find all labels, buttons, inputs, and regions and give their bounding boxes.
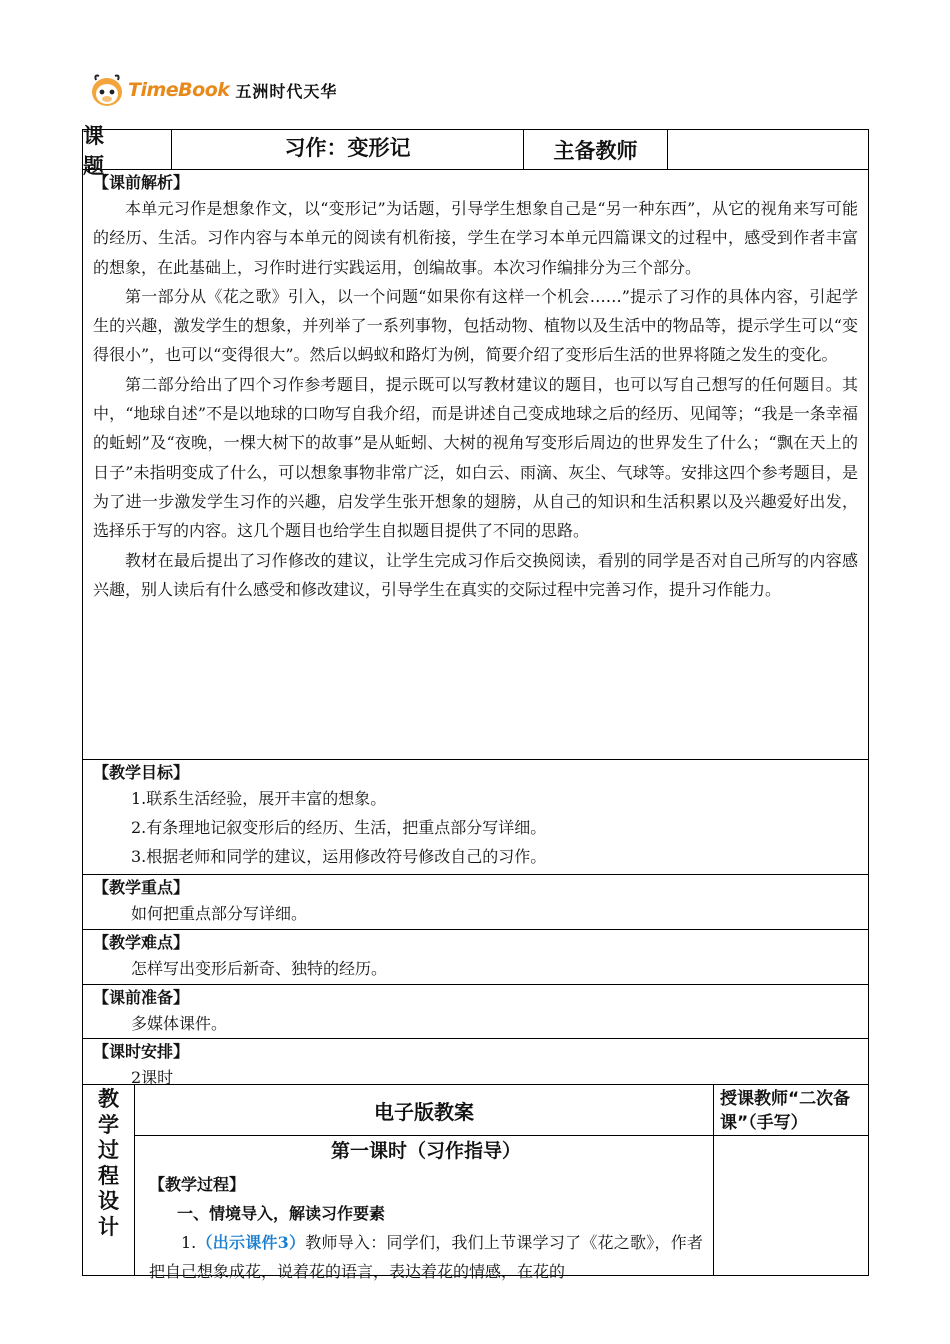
teacher-value	[668, 130, 868, 169]
courseware-tag: （出示课件3）	[196, 1233, 306, 1252]
teacher-label: 主备教师	[524, 130, 668, 169]
electronic-plan-column	[135, 1085, 714, 1281]
process-row	[83, 1085, 868, 1281]
side-char: 教	[98, 1087, 119, 1111]
goal-item: 2.有条理地记叙变形后的经历、生活，把重点部分写详细。	[131, 818, 547, 837]
step-number: 1.	[181, 1233, 197, 1252]
handwritten-notes-column	[714, 1085, 868, 1275]
step-paragraph	[149, 1228, 703, 1286]
logo	[88, 70, 358, 110]
side-char: 学	[98, 1112, 119, 1137]
step-text: 教师导入：同学们，我们上节课学习了《花之歌》，作者把自己想象成花，说着花的语言，表达着花的情感，在花的	[149, 1233, 703, 1281]
logo-cow-icon	[88, 71, 126, 109]
schedule-text: 2课时	[131, 1068, 174, 1087]
analysis-paragraph: 教材在最后提出了习作修改的建议，让学生完成习作后交换阅读，看别的同学是否对自己所写的内容感兴趣，别人读后有什么感受和修改建议，引导学生在真实的交际过程中完善习作，提升习作能力。	[93, 550, 858, 599]
step-title: 一、情境导入，解读习作要素	[177, 1204, 386, 1223]
goal-item: 3.根据老师和同学的建议，运用修改符号修改自己的习作。	[131, 847, 547, 866]
header-row	[83, 123, 868, 178]
logo-brand-cn: 五洲时代天华	[235, 81, 338, 101]
difficulties-section	[83, 930, 868, 985]
process-side-label	[83, 1085, 135, 1275]
electronic-plan-header: 电子版教案	[135, 1085, 713, 1136]
electronic-plan-body	[135, 1136, 713, 1286]
lesson-plan-table	[82, 123, 869, 1281]
preparation-text: 多媒体课件。	[131, 1014, 228, 1033]
key-points-title: 【教学重点】	[93, 878, 190, 897]
goals-section	[83, 760, 868, 875]
goals-title: 【教学目标】	[93, 763, 190, 782]
difficulties-title: 【教学难点】	[93, 933, 190, 952]
topic-label: 课 题	[83, 130, 172, 169]
analysis-title: 【课前解析】	[93, 173, 190, 192]
preparation-title: 【课前准备】	[93, 988, 190, 1007]
preparation-section	[83, 985, 868, 1039]
lesson-title: 第一课时（习作指导）	[330, 1140, 521, 1162]
logo-brand: TimeBook	[128, 79, 230, 101]
analysis-paragraph: 第一部分从《花之歌》引入，以一个问题“如果你有这样一个机会……”提示了习作的具体内容，引起学生的兴趣，激发学生的想象，并列举了一系列事物，包括动物、植物以及生活中的物品等，提示学生可以“变得很小”，也可以“变得很大”。然后以蚂蚁和路灯为例，简要介绍了变形后生活的世界将随之发生的变化。	[93, 286, 858, 365]
side-char: 设	[98, 1189, 119, 1214]
schedule-section	[83, 1039, 868, 1085]
topic-value: 习作：变形记	[172, 130, 524, 169]
analysis-paragraph: 第二部分给出了四个习作参考题目，提示既可以写教材建议的题目，也可以写自己想写的任何题目。其中，“地球自述”不是以地球的口吻写自我介绍，而是讲述自己变成地球之后的经历、见闻等；“我是一条幸福的蚯蚓”及“夜晚，一棵大树下的故事”是从蚯蚓、大树的视角写变形后周边的世界发生了什么；“飘在天上的日子”未指明变成了什么，可以想象事物非常广泛，如白云、雨滴、灰尘、气球等。安排这四个参考题目，是为了进一步激发学生习作的兴趣，启发学生张开想象的翅膀，从自己的知识和生活积累以及兴趣爱好出发，选择乐于写的内容。这几个题目也给学生自拟题目提供了不同的思路。	[93, 374, 858, 541]
schedule-title: 【课时安排】	[93, 1042, 190, 1061]
key-points-text: 如何把重点部分写详细。	[131, 904, 308, 923]
goal-item: 1.联系生活经验，展开丰富的想象。	[131, 789, 387, 808]
handwritten-notes-header: 授课教师“二次备课”（手写）	[714, 1085, 868, 1136]
process-section-title: 【教学过程】	[149, 1175, 246, 1194]
side-char: 计	[98, 1214, 119, 1239]
side-char: 程	[98, 1163, 119, 1188]
difficulties-text: 怎样写出变形后新奇、独特的经历。	[131, 959, 388, 978]
analysis-section	[83, 170, 868, 760]
side-char: 过	[98, 1138, 119, 1163]
analysis-paragraph: 本单元习作是想象作文，以“变形记”为话题，引导学生想象自己是“另一种东西”，从它的视角来写可能的经历、生活。习作内容与本单元的阅读有机衔接，学生在学习本单元四篇课文的过程中，感受到作者丰富的想象，在此基础上，习作时进行实践运用，创编故事。本次习作编排分为三个部分。	[93, 199, 858, 277]
key-points-section	[83, 875, 868, 930]
